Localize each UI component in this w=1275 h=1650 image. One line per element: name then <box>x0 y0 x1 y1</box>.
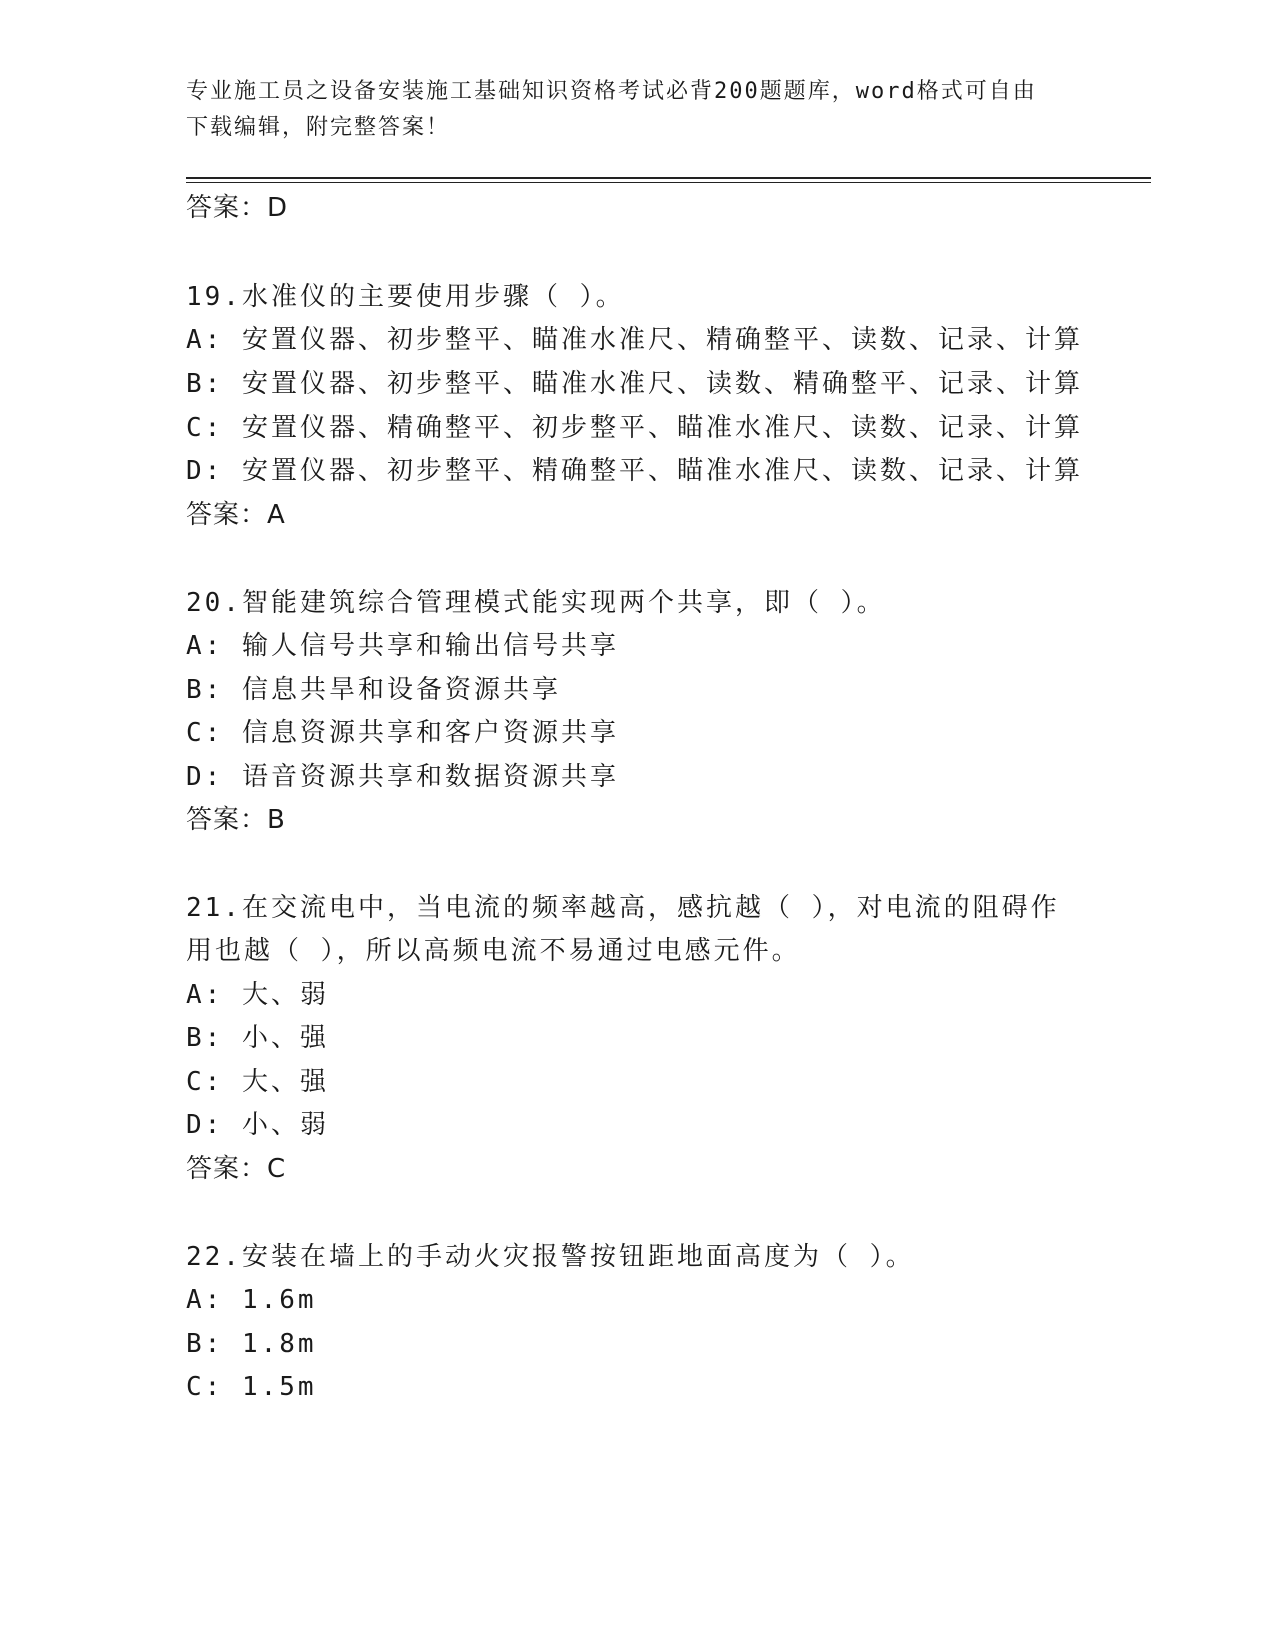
question-20-option-c: C: 信息资源共享和客户资源共享 <box>186 718 619 748</box>
question-21-stem-line-1: 21.在交流电中，当电流的频率越高，感抗越（ ），对电流的阻碍作 <box>186 893 1060 923</box>
question-19-stem: 19.水准仪的主要使用步骤（ ）。 <box>186 282 625 312</box>
header-divider-thin <box>186 182 1151 183</box>
question-21-option-d: D: 小、弱 <box>186 1110 329 1140</box>
question-19-answer: 答案：A <box>186 500 286 530</box>
question-21-stem-line-2: 用也越（ ），所以高频电流不易通过电感元件。 <box>186 936 801 966</box>
question-20-answer: 答案：B <box>186 805 286 835</box>
question-20-stem: 20.智能建筑综合管理模式能实现两个共享，即（ ）。 <box>186 588 886 618</box>
question-21-option-c: C: 大、强 <box>186 1067 329 1097</box>
header-divider-thick <box>186 177 1151 179</box>
question-22-stem: 22.安装在墙上的手动火灾报警按钮距地面高度为（ ）。 <box>186 1242 915 1272</box>
question-21-option-b: B: 小、强 <box>186 1023 329 1053</box>
header-line-1: 专业施工员之设备安装施工基础知识资格考试必背200题题库，word格式可自由 <box>186 79 1037 104</box>
header-line-2: 下载编辑，附完整答案！ <box>186 115 451 140</box>
question-22-option-b: B: 1.8m <box>186 1329 317 1359</box>
question-20-option-a: A: 输人信号共享和输出信号共享 <box>186 631 619 661</box>
question-19-option-c: C: 安置仪器、精确整平、初步整平、瞄准水准尺、读数、记录、计算 <box>186 413 1083 443</box>
document-header <box>186 74 1066 146</box>
question-20-option-d: D: 语音资源共享和数据资源共享 <box>186 762 619 792</box>
question-20-option-b: B: 信息共旱和设备资源共享 <box>186 675 561 705</box>
question-21-option-a: A: 大、弱 <box>186 980 329 1010</box>
question-22-option-c: C: 1.5m <box>186 1372 317 1402</box>
question-19-option-d: D: 安置仪器、初步整平、精确整平、瞄准水准尺、读数、记录、计算 <box>186 456 1083 486</box>
question-21-answer: 答案：C <box>186 1154 287 1184</box>
question-22-option-a: A: 1.6m <box>186 1285 317 1315</box>
question-19-option-a: A: 安置仪器、初步整平、瞄准水准尺、精确整平、读数、记录、计算 <box>186 325 1083 355</box>
previous-answer: 答案：D <box>186 193 289 223</box>
question-19-option-b: B: 安置仪器、初步整平、瞄准水准尺、读数、精确整平、记录、计算 <box>186 369 1083 399</box>
